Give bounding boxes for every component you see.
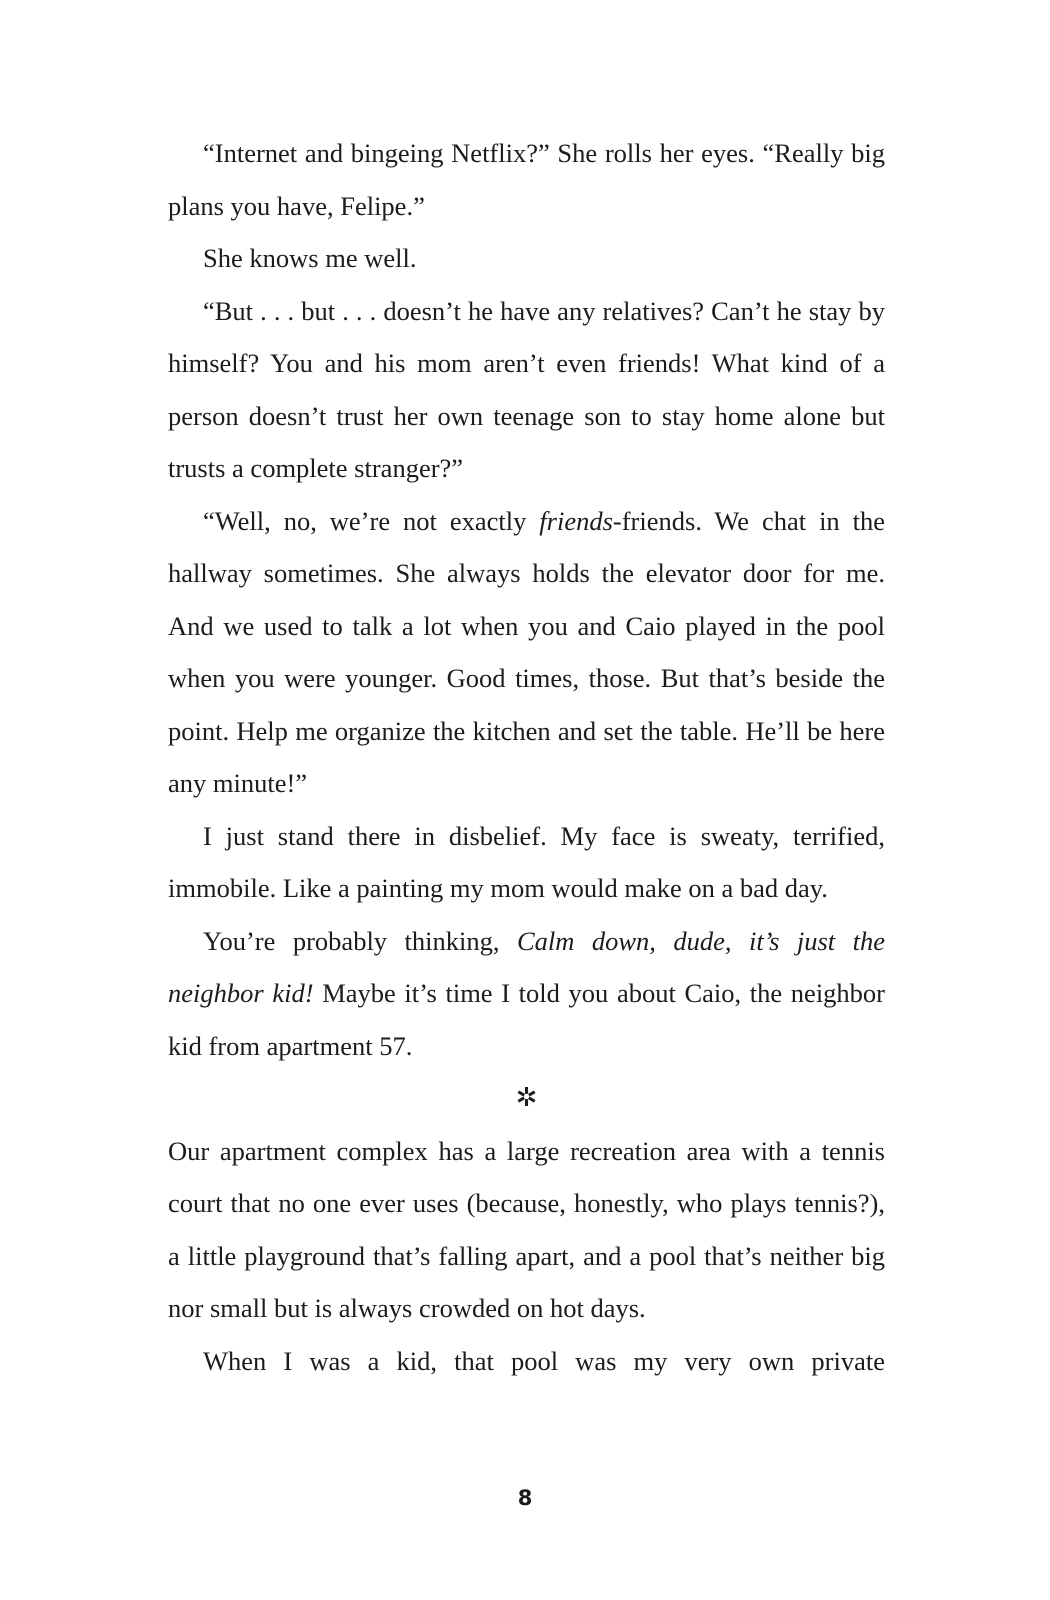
paragraph-text: When I was a kid, that pool was my very own private bbox=[203, 1345, 885, 1376]
paragraph-text: Our apartment complex has a large recreation area with a tennis court that no one ever uses (because, honestly, who plays tennis?), a little playground that’s falling apart, and a pool that’s neither big nor small but is always crowded on hot days. bbox=[168, 1135, 885, 1323]
paragraph bbox=[168, 232, 885, 285]
paragraph-text: Maybe it’s time I told you about Caio, the neighbor kid from apartment 57. bbox=[168, 978, 886, 1061]
paragraph bbox=[168, 915, 885, 1073]
italic-text: Calm down, dude, it’s just the neighbor kid! bbox=[168, 925, 885, 1008]
paragraph-text: She knows me well. bbox=[203, 243, 417, 273]
paragraph bbox=[168, 1335, 885, 1388]
paragraph bbox=[168, 1125, 885, 1335]
paragraph bbox=[168, 127, 885, 232]
italic-text: friends bbox=[539, 505, 613, 536]
paragraph-text: “But . . . but . . . doesn’t he have any relatives? Can’t he stay by himself? You and his mom aren’t even friends! What kind of a person doesn’t trust her own teenage son to stay home alone but trusts a complete stranger?” bbox=[168, 295, 885, 483]
paragraph bbox=[168, 495, 885, 810]
paragraph-text: “Internet and bingeing Netflix?” She rolls her eyes. “Really big plans you have, Felipe.” bbox=[168, 138, 885, 221]
page-text bbox=[168, 127, 885, 1387]
section-break-ornament: ✲ bbox=[515, 1083, 538, 1112]
paragraph-text: “Well, no, we’re not exactly bbox=[203, 505, 540, 536]
paragraph bbox=[168, 810, 885, 915]
paragraph-text: I just stand there in disbelief. My face is sweaty, terrified, immobile. Like a painting my mom would make on a bad day. bbox=[168, 820, 885, 903]
paragraph bbox=[168, 285, 885, 495]
paragraph-text: -friends. We chat in the hallway sometimes. She always holds the elevator door for me. And we used to talk a lot when you and Caio played in the pool when you were younger. Good times, those. But that’s beside the point. Help me organize the kitchen and set the table. He’ll be here any minute!” bbox=[168, 505, 885, 798]
paragraph-text: You’re probably thinking, bbox=[203, 925, 517, 956]
page-number: 8 bbox=[517, 1486, 533, 1510]
